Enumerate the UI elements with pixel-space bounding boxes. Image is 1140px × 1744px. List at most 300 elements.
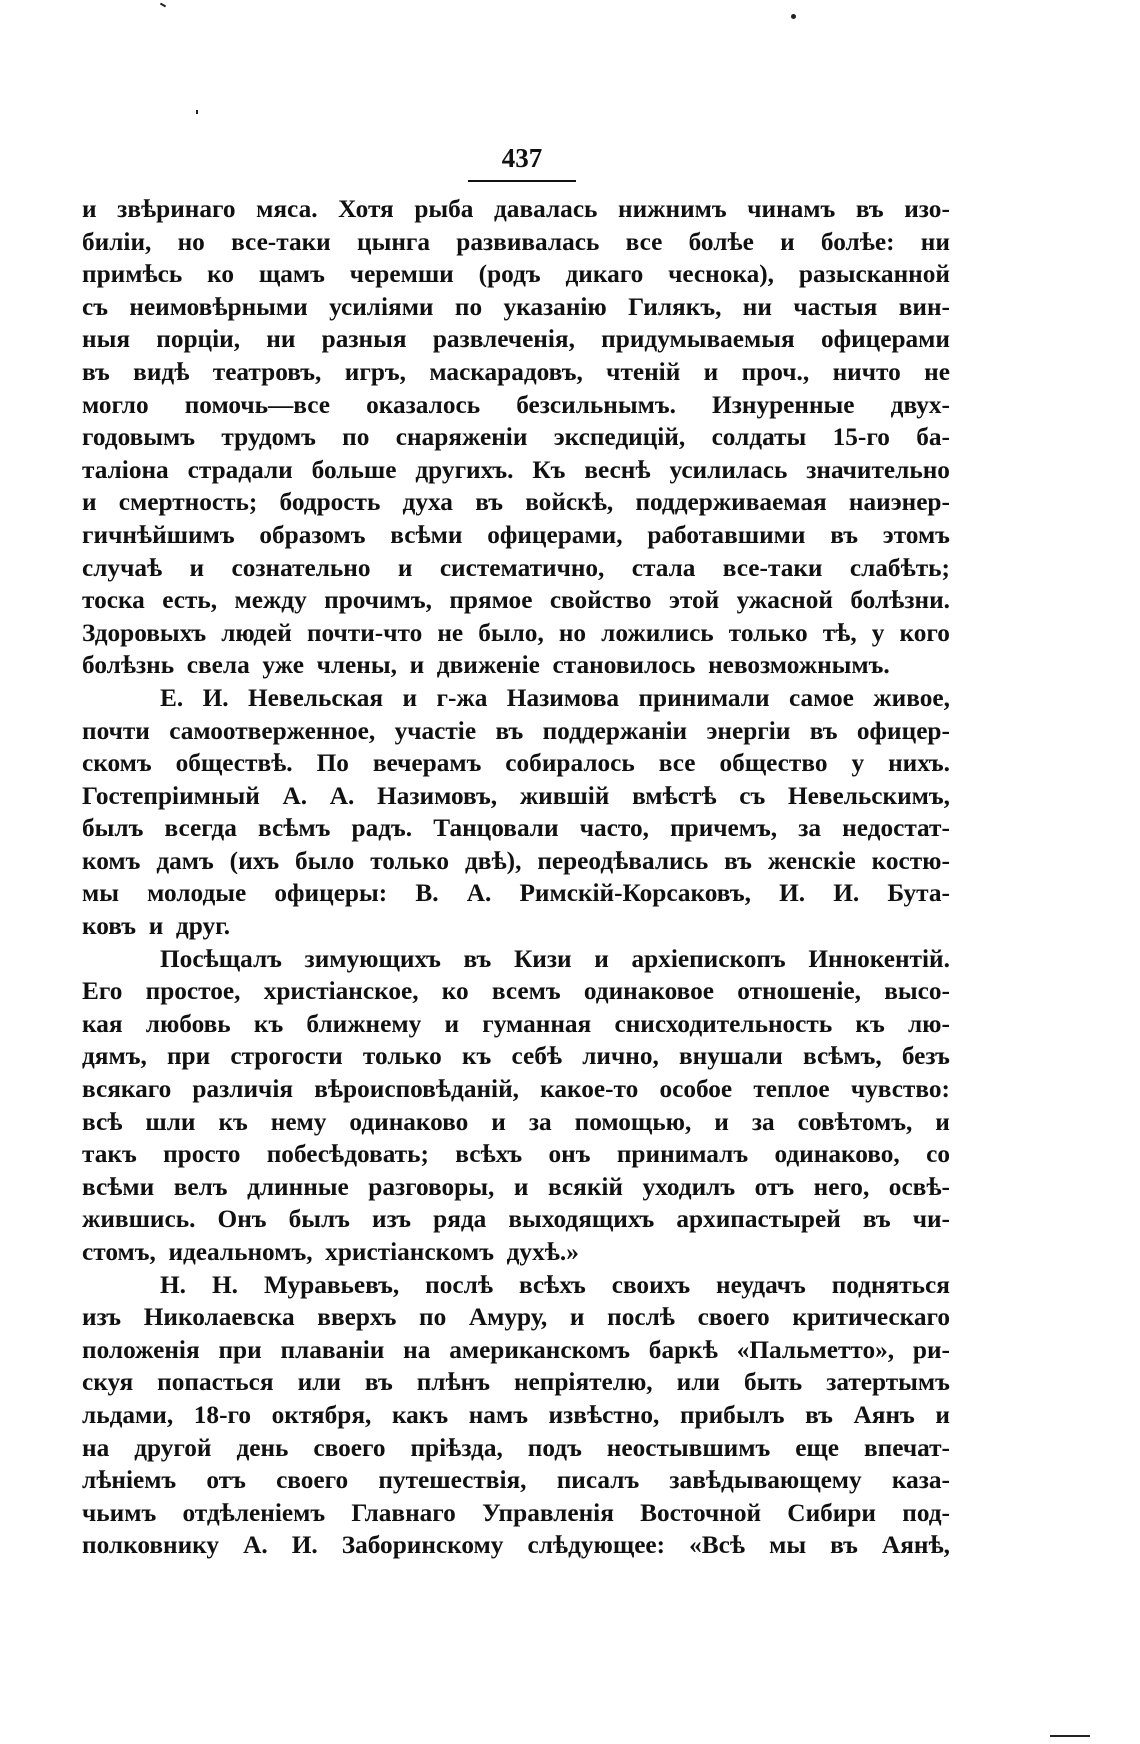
word: мяса. [256,195,318,223]
word: по [342,423,370,452]
word: Кизи [513,944,572,973]
word: прочимъ, [324,586,432,615]
text-line [82,617,950,650]
word: различія [192,1075,294,1104]
word: А. [243,1531,268,1560]
word: одинаковое [583,977,715,1006]
word: лю- [907,1009,950,1038]
text-line [82,1073,950,1106]
word: всѣмъ [258,814,331,843]
word: помощью, [574,1107,692,1136]
word: молодые [147,879,247,908]
word: Здоровыхъ [82,618,207,647]
word: въ [82,357,110,386]
word: трудомъ [221,423,316,452]
word: только [728,618,808,647]
word: баркѣ [648,1335,718,1364]
word: усилилась [669,455,788,484]
word: плаваніи [280,1335,385,1364]
word: но [558,618,587,647]
word: Н. [211,1270,238,1299]
text-line [82,1171,950,1204]
word: А. [329,781,355,810]
word: лично, [582,1042,659,1071]
word: въ [495,716,524,745]
word: къ [855,1009,885,1038]
word: значительно [806,455,950,484]
word: жившись. [82,1205,196,1234]
text-line [82,519,950,552]
word: своего [313,1433,386,1462]
word: побесѣдовать; [266,1140,429,1169]
word: освѣ- [888,1172,950,1201]
word: отъ [754,1172,795,1201]
word: каза- [891,1466,950,1495]
text-line [82,780,950,813]
word: Амуру, [468,1303,548,1332]
word: И. [833,879,860,908]
word: дямъ, [82,1042,147,1071]
word: усиліями [329,292,434,321]
word: всякаго [82,1075,172,1104]
word: Къ [532,455,566,484]
word: неимовѣрными [129,292,308,321]
word: быть [743,1368,803,1397]
text-line [82,584,950,617]
word: архипастырей [676,1205,841,1234]
word: послѣ [607,1303,675,1332]
word: скомъ [82,749,152,778]
word: 18-го [193,1400,251,1429]
word: къ [218,1107,248,1136]
word: послѣ [425,1270,493,1299]
text-line [82,1464,950,1497]
word: просто [163,1140,241,1169]
word: самоотверженное, [169,716,376,745]
text-line [82,1236,950,1269]
word: гуманная [482,1009,592,1038]
word: всякій [547,1172,624,1201]
word: Гилякъ, [628,292,722,321]
word: ни [920,227,950,256]
word: давалась [494,195,598,223]
word: офицерами [820,325,950,354]
word: есть, [162,586,218,615]
word: подъ [527,1433,582,1462]
word: къ [461,1042,492,1071]
word: льдами, [82,1400,174,1429]
text-line [82,1301,950,1334]
word: этомъ [882,520,950,549]
word: неостывшимъ [606,1433,771,1462]
word: и [714,1107,729,1136]
text-line [82,1138,950,1171]
word: и [491,1107,506,1136]
word: всѣми [390,520,463,549]
word: образомъ [259,520,366,549]
word: изъ [82,1303,122,1332]
word: непріятелю, [513,1368,653,1397]
word: часто, [579,814,649,843]
word: таліона [82,455,169,484]
word: попасться [157,1368,274,1397]
text-line [82,1008,950,1041]
word: не [437,618,464,647]
word: Танцовали [433,814,559,843]
word: прибылъ [679,1400,785,1429]
word: тоска [82,586,145,615]
word: на [403,1335,431,1364]
word: систематично, [439,553,605,582]
word: пріѣзда, [410,1433,503,1462]
word: (ихъ [229,846,280,875]
word: отдѣленіемъ [182,1498,326,1527]
word: солдаты [711,423,807,452]
word: театровъ, [212,357,322,386]
word: ныя [82,325,131,354]
word: тѣ, [822,618,857,647]
word: и [409,651,425,680]
word: цынга [357,227,431,256]
word: и [402,683,418,712]
text-line [82,747,950,780]
word: христіанскомъ [325,1238,494,1266]
word: оказалось [366,390,481,419]
word: въ [805,1400,833,1429]
word: изъ [372,1205,412,1234]
text-line [82,975,950,1008]
word: участіе [394,716,477,745]
word: снаряженіи [395,423,528,452]
word: было [295,846,355,875]
word: всемъ [491,977,561,1006]
word: выходящихъ [508,1205,655,1234]
word: или [676,1368,720,1397]
word: чеснока), [668,260,774,289]
word: и [397,553,413,582]
word: рыба [414,195,474,223]
word: болѣе: [820,227,895,256]
text-line [82,1399,950,1432]
word: движеніе [436,651,540,680]
word: свела [186,651,250,680]
word: маскарадовъ, [429,357,583,386]
word: уходилъ [642,1172,736,1201]
word: съ [739,781,766,810]
word: всѣми [82,1172,155,1201]
word: переодѣвались [537,846,709,875]
word: больше [311,455,397,484]
word: ложились [601,618,714,647]
word: черемши [349,260,454,289]
word: под- [902,1498,950,1527]
word: и [703,357,719,386]
text-line [82,1432,950,1465]
word: только [362,1042,442,1071]
word: всѣхъ [518,1270,586,1299]
word: прямое [449,586,533,615]
word: шли [145,1107,196,1136]
word: Назимовъ, [377,781,498,810]
text-line [82,323,950,356]
word: вмѣстѣ [632,781,717,810]
page-number-rule [468,180,576,182]
word: случаѣ [82,553,163,582]
word: болѣзни. [850,586,950,615]
word: при [166,1042,211,1071]
word: Аянъ [853,1400,915,1429]
word: указанію [503,292,607,321]
word: дамъ [156,846,214,875]
word: В. [415,879,439,908]
word: щамъ [258,260,325,289]
text-line [82,1040,950,1073]
word: и [780,227,795,256]
word: войскѣ, [525,488,614,517]
word: видѣ [133,357,190,386]
word: дикаго [565,260,644,289]
word: не [924,357,950,386]
word: чинамъ [747,195,836,223]
word: духѣ.» [506,1238,579,1266]
word: Управленія [482,1498,614,1527]
word: и [569,1303,585,1332]
word: Н. [160,1270,187,1299]
word: наиэнер- [848,488,950,517]
word: Аянѣ, [881,1531,950,1560]
word: писалъ [556,1466,640,1495]
word: ничто [832,357,901,386]
word: своихъ [611,1270,691,1299]
word: и [594,944,609,973]
word: 15-го [832,423,890,452]
text-line [82,1106,950,1139]
word: И. [291,1531,318,1560]
word: затертымъ [826,1368,950,1397]
word: чувство: [850,1075,950,1104]
word: разговоры, [368,1172,495,1201]
word: комъ [82,846,141,875]
word: снисходительность [614,1009,833,1038]
word: Заборинскому [341,1531,504,1560]
word: все [625,227,663,256]
word: ри- [912,1335,950,1364]
word: «Всѣ [689,1531,746,1560]
word: неудачъ [716,1270,806,1299]
word: отношеніе, [737,977,861,1006]
text-line [82,356,950,389]
text-line [82,812,950,845]
word: разысканной [798,260,950,289]
word: обществѣ. [175,749,293,778]
word: ни [742,292,772,321]
word: чтеній [606,357,681,386]
word: члены, [316,651,397,680]
word: и [189,553,205,582]
word: христіанское, [263,977,419,1006]
word: разныя [321,325,407,354]
word: друг. [175,912,231,941]
word: за [798,814,822,843]
word: Онъ [217,1205,267,1234]
word: Невельскимъ, [787,781,950,810]
word: работавшими [647,520,806,549]
word: ко [441,977,469,1006]
word: въ [855,195,884,223]
text-line [82,715,950,748]
word: высо- [884,977,950,1006]
word: всѣхъ [455,1140,523,1169]
word: въ [830,1531,858,1560]
word: одинаково, [774,1140,900,1169]
scan-speck [160,3,166,8]
text-line [82,226,950,259]
word: Гостепріимный [82,781,260,810]
word: при [218,1335,262,1364]
word: за [528,1107,552,1136]
word: почти-что [306,618,423,647]
word: вверхъ [317,1303,397,1332]
text-line [82,877,950,910]
word: вѣроисповѣданій, [314,1075,519,1104]
word: за [751,1107,775,1136]
word: чьимъ [82,1498,157,1527]
word: какое-то [540,1075,639,1104]
word: впечат- [864,1433,950,1462]
word: могло [82,390,149,419]
word: почти [82,716,150,745]
text-line [82,389,950,422]
word: Муравьевъ, [263,1270,400,1299]
word: него, [813,1172,870,1201]
word: такъ [82,1140,137,1169]
word: какъ [391,1400,449,1429]
word: женскіе [767,846,856,875]
word: ни [266,325,296,354]
word: любовь [145,1009,231,1038]
word: болѣе [688,227,754,256]
word: положенія [82,1335,200,1364]
word: вечерамъ [372,749,482,778]
word: всегда [164,814,237,843]
text-line [82,943,950,976]
word: людей [221,618,292,647]
word: ба- [916,423,950,452]
word: офицеры: [274,879,388,908]
word: принимали [638,683,770,712]
word: Хотя [338,195,394,223]
word: поддержаніи [542,716,688,745]
word: Иннокентій. [808,944,950,973]
word: А. [466,879,492,908]
word: живое, [873,683,950,712]
word: безсильнымъ. [516,390,676,419]
word: по [419,1303,447,1332]
text-line [82,193,950,226]
word: Е. [160,683,184,712]
word: развлеченія, [432,325,575,354]
word: Восточной [640,1498,762,1527]
word: становилось [552,651,696,680]
word: страдали [187,455,293,484]
text-line [82,1334,950,1367]
page-number: 437 [501,143,543,173]
word: невозможнымъ. [708,651,890,680]
word: гичнѣйшимъ [82,520,235,549]
text-line [82,910,950,943]
word: ряда [433,1205,487,1234]
text-line [82,552,950,585]
word: Римскій-Корсаковъ, [519,879,751,908]
word: и [82,195,97,223]
word: къ [253,1009,284,1038]
word: по [454,292,483,321]
word: причемъ, [670,814,778,843]
word: вин- [898,292,950,321]
word: сознательно [231,553,371,582]
word: идеальномъ, [168,1238,313,1266]
word: И. [779,879,806,908]
word: слабѣть; [849,553,950,582]
word: намъ [468,1400,528,1429]
text-line [82,454,950,487]
word: экспедицій, [553,423,686,452]
word: день [236,1433,289,1462]
word: звѣринаго [117,195,236,223]
word: придумываемыя [601,325,795,354]
text-line [82,682,950,715]
word: стомъ, [82,1238,156,1266]
word: октября, [271,1400,372,1429]
word: Главнаго [351,1498,456,1527]
word: духа [402,488,453,517]
word: уже [262,651,304,680]
word: особое [659,1075,733,1104]
text-line [82,1497,950,1530]
word: въ [475,488,503,517]
word: самое [788,683,854,712]
text-line [82,845,950,878]
word: недостат- [842,814,950,843]
word: Бута- [887,879,950,908]
text-line [82,421,950,454]
word: «Пальметто», [736,1335,895,1364]
margin-dash [1050,1735,1090,1737]
word: г-жа [436,683,488,712]
word: еще [795,1433,840,1462]
word: чи- [912,1205,950,1234]
word: или [297,1368,341,1397]
word: и [513,1172,529,1201]
word: слѣдующее: [527,1531,666,1560]
word: всѣмъ, [803,1042,882,1071]
text-line [82,486,950,519]
word: полковнику [82,1531,220,1560]
word: примѣсь [82,260,183,289]
word: Его [82,977,123,1006]
word: принималъ [616,1140,749,1169]
word: со [926,1140,950,1169]
word: все-таки [231,227,331,256]
word: собиралось [505,749,635,778]
word: безъ [901,1042,950,1071]
word: нему [270,1107,327,1136]
word: Сибири [787,1498,877,1527]
word: архіепископъ [631,944,786,973]
word: у [871,618,885,647]
word: мы [769,1531,807,1560]
word: энергіи [706,716,791,745]
